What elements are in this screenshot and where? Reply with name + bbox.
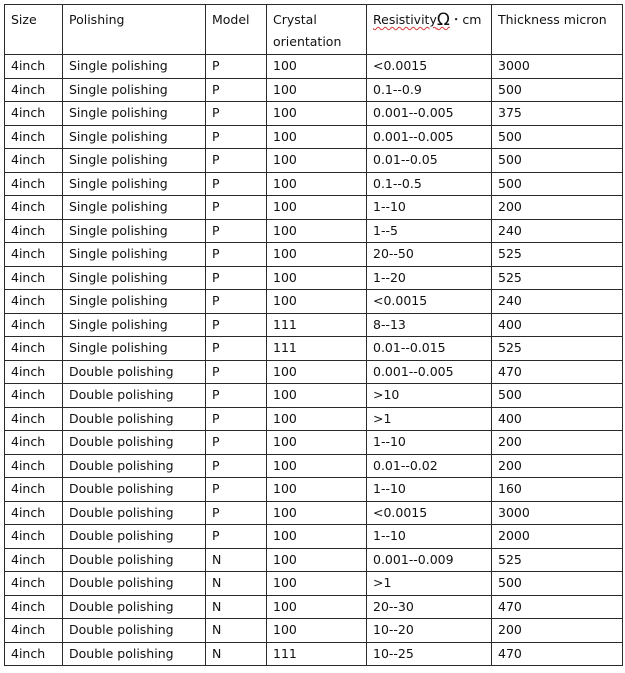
- cell-resistivity: 10--20: [367, 619, 492, 643]
- cell-model: P: [206, 102, 267, 126]
- cell-size: 4inch: [5, 290, 63, 314]
- cell-resistivity: 0.1--0.9: [367, 78, 492, 102]
- cell-polishing: Single polishing: [63, 290, 206, 314]
- cell-crystal-orientation: 111: [267, 642, 367, 666]
- cell-crystal-orientation: 100: [267, 478, 367, 502]
- cell-crystal-orientation: 100: [267, 290, 367, 314]
- cell-model: P: [206, 501, 267, 525]
- table-row: [5, 219, 623, 243]
- cell-size: 4inch: [5, 642, 63, 666]
- cell-crystal-orientation: 100: [267, 149, 367, 173]
- header-resistivity: [367, 5, 492, 55]
- cell-thickness: 400: [492, 313, 623, 337]
- cell-thickness: 400: [492, 407, 623, 431]
- cell-model: P: [206, 525, 267, 549]
- cell-size: 4inch: [5, 313, 63, 337]
- cell-crystal-orientation: 100: [267, 619, 367, 643]
- cell-resistivity: 20--30: [367, 595, 492, 619]
- header-model: Model: [206, 5, 267, 55]
- cell-model: P: [206, 407, 267, 431]
- cell-thickness: 200: [492, 431, 623, 455]
- cell-model: N: [206, 595, 267, 619]
- table-row: [5, 78, 623, 102]
- cell-size: 4inch: [5, 196, 63, 220]
- cell-resistivity: 0.01--0.02: [367, 454, 492, 478]
- cell-size: 4inch: [5, 595, 63, 619]
- cell-polishing: Double polishing: [63, 642, 206, 666]
- cell-resistivity: 0.001--0.005: [367, 102, 492, 126]
- cell-polishing: Single polishing: [63, 337, 206, 361]
- cell-resistivity: 0.001--0.005: [367, 360, 492, 384]
- cell-crystal-orientation: 100: [267, 525, 367, 549]
- omega-symbol: Ω: [436, 10, 450, 30]
- cell-thickness: 470: [492, 360, 623, 384]
- cell-thickness: 470: [492, 642, 623, 666]
- cell-model: P: [206, 172, 267, 196]
- table-row: [5, 525, 623, 549]
- cell-size: 4inch: [5, 219, 63, 243]
- cell-thickness: 500: [492, 125, 623, 149]
- cell-polishing: Double polishing: [63, 548, 206, 572]
- header-thickness: Thickness micron: [492, 5, 623, 55]
- table-row: [5, 360, 623, 384]
- cell-thickness: 3000: [492, 55, 623, 79]
- table-row: [5, 196, 623, 220]
- cell-size: 4inch: [5, 478, 63, 502]
- cell-crystal-orientation: 100: [267, 360, 367, 384]
- cell-polishing: Single polishing: [63, 266, 206, 290]
- table-row: [5, 478, 623, 502]
- cell-model: P: [206, 384, 267, 408]
- table-row: [5, 501, 623, 525]
- cell-crystal-orientation: 100: [267, 125, 367, 149]
- cell-resistivity: 10--25: [367, 642, 492, 666]
- cell-thickness: 525: [492, 548, 623, 572]
- table-row: [5, 243, 623, 267]
- cell-resistivity: <0.0015: [367, 55, 492, 79]
- header-crystal-orientation: Crystal orientation: [267, 5, 367, 55]
- cell-thickness: 470: [492, 595, 623, 619]
- cell-size: 4inch: [5, 125, 63, 149]
- cell-polishing: Double polishing: [63, 454, 206, 478]
- table-row: [5, 55, 623, 79]
- cell-polishing: Double polishing: [63, 572, 206, 596]
- cell-polishing: Double polishing: [63, 407, 206, 431]
- cell-polishing: Single polishing: [63, 196, 206, 220]
- table-row: [5, 172, 623, 196]
- cell-crystal-orientation: 100: [267, 595, 367, 619]
- cell-polishing: Double polishing: [63, 619, 206, 643]
- cell-thickness: 500: [492, 149, 623, 173]
- cell-crystal-orientation: 100: [267, 55, 367, 79]
- cell-thickness: 500: [492, 572, 623, 596]
- cell-model: P: [206, 219, 267, 243]
- cell-size: 4inch: [5, 55, 63, 79]
- cell-resistivity: 1--20: [367, 266, 492, 290]
- table-row: [5, 313, 623, 337]
- cell-crystal-orientation: 100: [267, 102, 367, 126]
- cell-size: 4inch: [5, 384, 63, 408]
- table-row: [5, 642, 623, 666]
- cell-model: N: [206, 548, 267, 572]
- cell-thickness: 375: [492, 102, 623, 126]
- cell-crystal-orientation: 100: [267, 384, 367, 408]
- header-resistivity-label: ResistivityΩ: [373, 10, 450, 30]
- table-row: [5, 102, 623, 126]
- cell-size: 4inch: [5, 407, 63, 431]
- cell-thickness: 200: [492, 196, 623, 220]
- cell-size: 4inch: [5, 78, 63, 102]
- table-row: [5, 595, 623, 619]
- cell-thickness: 3000: [492, 501, 623, 525]
- cell-model: P: [206, 266, 267, 290]
- cell-resistivity: <0.0015: [367, 290, 492, 314]
- table-row: [5, 548, 623, 572]
- cell-polishing: Single polishing: [63, 219, 206, 243]
- cell-polishing: Double polishing: [63, 501, 206, 525]
- wafer-spec-table: [4, 4, 623, 666]
- cell-polishing: Single polishing: [63, 149, 206, 173]
- cell-thickness: 2000: [492, 525, 623, 549]
- cell-size: 4inch: [5, 548, 63, 572]
- cell-resistivity: 1--5: [367, 219, 492, 243]
- cell-size: 4inch: [5, 454, 63, 478]
- cell-polishing: Single polishing: [63, 55, 206, 79]
- cell-polishing: Double polishing: [63, 478, 206, 502]
- cell-crystal-orientation: 100: [267, 243, 367, 267]
- cell-model: P: [206, 290, 267, 314]
- cell-size: 4inch: [5, 149, 63, 173]
- cell-resistivity: 1--10: [367, 196, 492, 220]
- header-resistivity-unit: ・cm: [449, 12, 482, 27]
- cell-crystal-orientation: 100: [267, 572, 367, 596]
- cell-resistivity: 1--10: [367, 431, 492, 455]
- cell-size: 4inch: [5, 431, 63, 455]
- cell-size: 4inch: [5, 525, 63, 549]
- cell-thickness: 500: [492, 384, 623, 408]
- cell-size: 4inch: [5, 172, 63, 196]
- cell-resistivity: 0.001--0.009: [367, 548, 492, 572]
- cell-resistivity: <0.0015: [367, 501, 492, 525]
- cell-polishing: Double polishing: [63, 431, 206, 455]
- table-row: [5, 431, 623, 455]
- cell-crystal-orientation: 100: [267, 407, 367, 431]
- table-row: [5, 407, 623, 431]
- cell-resistivity: >1: [367, 407, 492, 431]
- cell-polishing: Single polishing: [63, 125, 206, 149]
- cell-crystal-orientation: 100: [267, 172, 367, 196]
- cell-thickness: 525: [492, 266, 623, 290]
- cell-thickness: 200: [492, 454, 623, 478]
- table-header-row: [5, 5, 623, 55]
- cell-size: 4inch: [5, 102, 63, 126]
- cell-size: 4inch: [5, 360, 63, 384]
- cell-polishing: Single polishing: [63, 243, 206, 267]
- table-row: [5, 125, 623, 149]
- cell-polishing: Double polishing: [63, 384, 206, 408]
- cell-resistivity: 0.01--0.05: [367, 149, 492, 173]
- cell-thickness: 160: [492, 478, 623, 502]
- table-row: [5, 266, 623, 290]
- cell-resistivity: 1--10: [367, 478, 492, 502]
- cell-thickness: 500: [492, 78, 623, 102]
- cell-crystal-orientation: 100: [267, 548, 367, 572]
- cell-resistivity: 20--50: [367, 243, 492, 267]
- cell-resistivity: 1--10: [367, 525, 492, 549]
- cell-polishing: Single polishing: [63, 313, 206, 337]
- cell-crystal-orientation: 100: [267, 219, 367, 243]
- cell-resistivity: 0.01--0.015: [367, 337, 492, 361]
- cell-model: P: [206, 149, 267, 173]
- cell-resistivity: >1: [367, 572, 492, 596]
- cell-thickness: 525: [492, 243, 623, 267]
- cell-crystal-orientation: 100: [267, 501, 367, 525]
- cell-polishing: Double polishing: [63, 360, 206, 384]
- cell-size: 4inch: [5, 337, 63, 361]
- cell-size: 4inch: [5, 266, 63, 290]
- cell-thickness: 525: [492, 337, 623, 361]
- cell-model: N: [206, 642, 267, 666]
- cell-model: N: [206, 572, 267, 596]
- table-body: [5, 55, 623, 666]
- table-row: [5, 337, 623, 361]
- cell-crystal-orientation: 100: [267, 78, 367, 102]
- cell-model: P: [206, 337, 267, 361]
- cell-resistivity: 0.1--0.5: [367, 172, 492, 196]
- table-row: [5, 454, 623, 478]
- cell-size: 4inch: [5, 243, 63, 267]
- table-row: [5, 619, 623, 643]
- table-row: [5, 384, 623, 408]
- cell-thickness: 200: [492, 619, 623, 643]
- table-row: [5, 572, 623, 596]
- cell-model: P: [206, 196, 267, 220]
- cell-model: P: [206, 55, 267, 79]
- cell-polishing: Double polishing: [63, 595, 206, 619]
- cell-resistivity: >10: [367, 384, 492, 408]
- cell-resistivity: 0.001--0.005: [367, 125, 492, 149]
- cell-crystal-orientation: 100: [267, 266, 367, 290]
- cell-model: P: [206, 243, 267, 267]
- cell-crystal-orientation: 100: [267, 196, 367, 220]
- cell-model: P: [206, 125, 267, 149]
- cell-thickness: 500: [492, 172, 623, 196]
- cell-polishing: Single polishing: [63, 78, 206, 102]
- cell-crystal-orientation: 100: [267, 454, 367, 478]
- cell-model: P: [206, 454, 267, 478]
- cell-polishing: Single polishing: [63, 172, 206, 196]
- cell-model: P: [206, 313, 267, 337]
- cell-model: P: [206, 78, 267, 102]
- cell-crystal-orientation: 111: [267, 313, 367, 337]
- cell-model: P: [206, 360, 267, 384]
- cell-thickness: 240: [492, 219, 623, 243]
- cell-polishing: Double polishing: [63, 525, 206, 549]
- cell-crystal-orientation: 111: [267, 337, 367, 361]
- cell-resistivity: 8--13: [367, 313, 492, 337]
- cell-size: 4inch: [5, 572, 63, 596]
- cell-size: 4inch: [5, 619, 63, 643]
- table-row: [5, 149, 623, 173]
- cell-polishing: Single polishing: [63, 102, 206, 126]
- cell-model: P: [206, 478, 267, 502]
- cell-size: 4inch: [5, 501, 63, 525]
- cell-crystal-orientation: 100: [267, 431, 367, 455]
- header-size: Size: [5, 5, 63, 55]
- table-row: [5, 290, 623, 314]
- cell-model: P: [206, 431, 267, 455]
- cell-model: N: [206, 619, 267, 643]
- header-polishing: Polishing: [63, 5, 206, 55]
- cell-thickness: 240: [492, 290, 623, 314]
